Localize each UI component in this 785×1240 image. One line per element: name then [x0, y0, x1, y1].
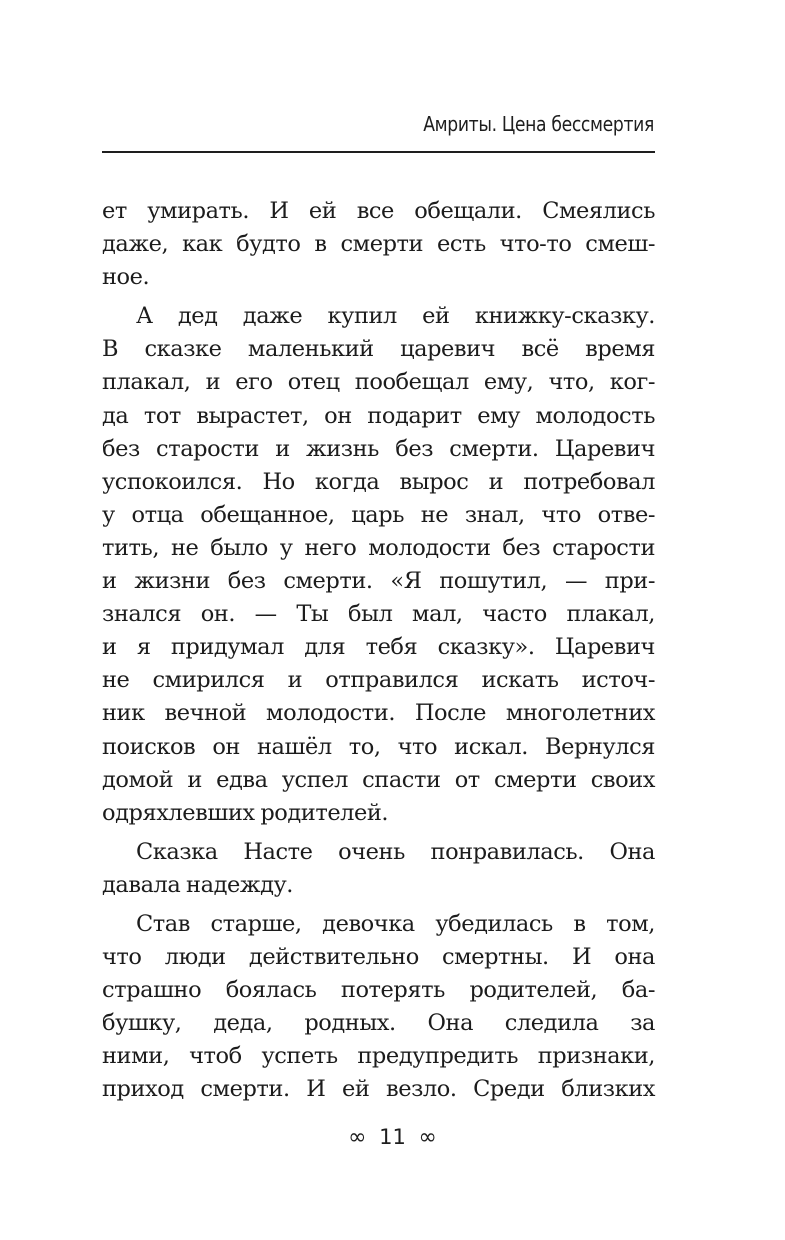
- header-rule: [102, 151, 655, 153]
- text-line: не смирился и отправился искать источ-: [102, 667, 655, 694]
- text-line: без старости и жизнь без смерти. Царевич: [102, 435, 655, 462]
- text-line: давала надежду.: [102, 871, 293, 898]
- text-line: бушку, деда, родных. Она следила за: [102, 1010, 655, 1037]
- text-line: страшно боялась потерять родителей, ба-: [102, 977, 655, 1004]
- text-line: А дед даже купил ей книжку-сказку.: [136, 303, 655, 330]
- text-line: Став старше, девочка убедилась в том,: [136, 910, 655, 937]
- text-line: плакал, и его отец пообещал ему, что, ког-: [102, 369, 655, 396]
- text-line: и я придумал для тебя сказку». Царевич: [102, 634, 655, 661]
- text-line: даже, как будто в смерти есть что-то смеш-: [102, 231, 655, 258]
- text-line: В сказке маленький царевич всё время: [102, 336, 655, 363]
- running-header-title: Амриты. Цена бессмертия: [423, 112, 654, 136]
- text-line: да тот вырастет, он подарит ему молодость: [102, 402, 655, 429]
- text-line: Сказка Насте очень понравилась. Она: [136, 838, 655, 865]
- ornament-right-icon: ∞: [418, 1125, 437, 1150]
- page-number: 11: [379, 1125, 406, 1149]
- text-line: и жизни без смерти. «Я пошутил, — при-: [102, 568, 655, 595]
- text-line: одряхлевших родителей.: [102, 799, 389, 826]
- text-line: ник вечной молодости. После многолетних: [102, 700, 655, 727]
- page-footer: [0, 1125, 785, 1150]
- text-line: ет умирать. И ей все обещали. Смеялись: [102, 198, 655, 224]
- text-line: знался он. — Ты был мал, часто плакал,: [102, 601, 655, 628]
- text-line: у отца обещанное, царь не знал, что отве-: [102, 501, 655, 528]
- text-line: приход смерти. И ей везло. Среди близких: [102, 1076, 655, 1103]
- text-line: ное.: [102, 264, 150, 291]
- text-line: успокоился. Но когда вырос и потребовал: [102, 468, 655, 495]
- text-line: поисков он нашёл то, что искал. Вернулся: [102, 733, 655, 760]
- ornament-left-icon: ∞: [348, 1125, 367, 1150]
- text-line: домой и едва успел спасти от смерти своих: [102, 766, 655, 793]
- text-line: ними, чтоб успеть предупредить признаки,: [102, 1043, 655, 1070]
- text-line: что люди действительно смертны. И она: [102, 944, 655, 971]
- body-text: [102, 195, 655, 1107]
- text-line: тить, не было у него молодости без старости: [102, 534, 655, 561]
